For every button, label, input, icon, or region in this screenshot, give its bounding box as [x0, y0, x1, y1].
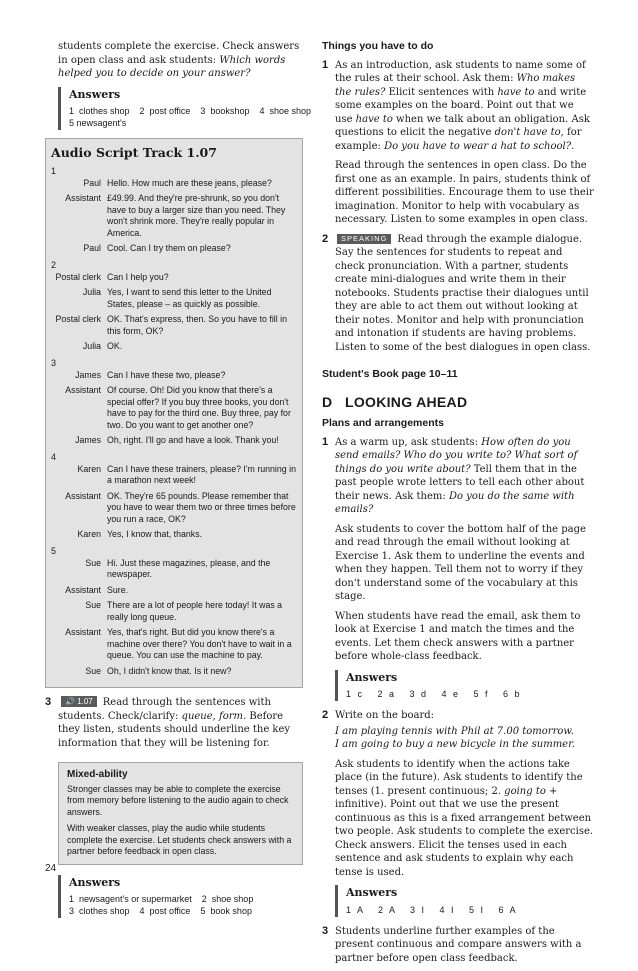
speaker-line: Yes, that's right. But did you know there's a machine over there? You don't have to wait in a queue. You can use the machine to pay. [107, 627, 292, 660]
text: Ask students to identify when the actions take place (in the future). Ask students to identify the tenses (1. present continuous; 2. [335, 758, 583, 797]
track-number: 1 [51, 165, 57, 176]
speaker-line: OK. That's express, then. So you have to fill in this form, OK? [107, 314, 287, 336]
italic-text: have to [497, 86, 535, 98]
script-line [51, 178, 297, 190]
mixed-ability-paragraph: Stronger classes may be able to complete the exercise from memory before listening to the audio again to check answers. [67, 783, 289, 817]
intro-italic: Which words helped you to decide on your answer? [58, 54, 286, 79]
speaker-name: Paul [83, 177, 101, 188]
speaker-name: Sue [85, 557, 101, 568]
speaker-line: Oh, I didn't know that. Is it new? [107, 665, 232, 676]
speaker-name: Postal clerk [55, 314, 101, 324]
script-line [51, 287, 297, 310]
answers-heading: Answers [346, 886, 398, 899]
text: when we talk about an obligation. Ask questions to elicit the negative [335, 113, 590, 138]
track-number: 4 [51, 451, 57, 462]
audio-track-label: 1.07 [77, 697, 93, 706]
exercise-item-2 [322, 233, 594, 355]
ex3-text: . Before they listen, students should underline the key information that they will be listening for. [58, 710, 291, 749]
speaker-name: Karen [77, 463, 101, 474]
section-title: D LOOKING AHEAD [322, 393, 468, 410]
speaker-name: James [75, 369, 101, 380]
text: As an introduction, ask students to name some of the rules at their school. Ask them: [335, 59, 586, 84]
mixed-ability-heading: Mixed-ability [67, 769, 128, 780]
italic-text: Do you have to wear a hat to school? [384, 140, 572, 152]
answers-box-3 [335, 670, 594, 702]
italic-text: have to [355, 113, 393, 125]
script-line [51, 600, 297, 623]
ex3-sep: , [212, 710, 220, 722]
text: Read through the example dialogue. Say the sentences for students to repeat and check pronunciation. With a partner, students create mini-dialogues and write them in their notebooks. Students practise their dialogues until they are able to act them out without looking at their notes. Monitor and help with pronunciation and intonation if students are having problems. Listen to some of the best dialogues in open class. [335, 233, 591, 353]
paragraph: Read through the sentences in open class. Do the first one as an example. In pairs, students think of different possibilities. Encourage them to use their imagination. Monitor to help with vocabulary as necessary. Listen to some examples in open class. [335, 160, 594, 225]
text: Tell them that in the past people wrote letters to tell each other about their news. Ask them: [335, 463, 585, 502]
speaker-name: Assistant [65, 584, 101, 595]
paragraph [335, 233, 594, 355]
script-line [51, 385, 297, 431]
speaker-line: Can I have these trainers, please? I'm running in a marathon next week! [107, 463, 296, 485]
speaker-line: Yes, I want to send this letter to the United States, please – as quickly as possible. [107, 287, 272, 309]
speaker-line: There are a lot of people here today! It was a really long queue. [107, 600, 283, 622]
mixed-ability-paragraph: With weaker classes, play the audio while students complete the exercise. Let students check answers with a partner before feedback in open class. [67, 823, 292, 856]
left-column [45, 40, 311, 926]
speaker-line: Hi. Just these magazines, please, and the newspaper. [107, 557, 271, 579]
exercise-item-5 [322, 925, 594, 966]
answers-line: 5 newsagent's [69, 118, 127, 128]
script-line [51, 558, 297, 581]
board-sentence: I am playing tennis with Phil at 7.00 tomorrow. [335, 725, 574, 737]
script-line [51, 491, 297, 526]
ex3-italic: queue [181, 710, 213, 722]
speaker-line: Of course. Oh! Did you know that there's a special offer? If you buy three books, you don't have to pay for the third one. Buy three, pay for two. Do you want to get another one? [107, 385, 291, 430]
board-sentence: I am going to buy a new bicycle in the summer. [335, 739, 575, 750]
page-number: 24 [45, 863, 57, 874]
speaker-name: Sue [85, 600, 101, 610]
paragraph: Ask students to cover the bottom half of the page and read through the email without looking at Exercise 1. Ask them to underline the events and when they happen. Tell them not to worry if they don't understand some of the vocabulary at this stage. [335, 523, 586, 602]
paragraph [335, 59, 594, 154]
ex3-italic: form [219, 710, 244, 722]
speaker-line: Hello. How much are these jeans, please? [107, 177, 272, 188]
exercise-item-3 [322, 436, 594, 664]
speaker-line: Can I have these two, please? [107, 369, 226, 380]
speaker-line: Sure. [107, 584, 129, 595]
italic-text: going to [504, 785, 546, 797]
audio-track-icon[interactable]: 🔊 1.07 [61, 696, 97, 707]
paragraph [335, 758, 594, 880]
answers-box-2 [58, 875, 303, 919]
exercise-3 [45, 696, 303, 750]
exercise-number: 2 [322, 709, 329, 721]
speaker-line: OK. [107, 341, 123, 351]
speaker-name: Julia [82, 341, 101, 351]
italic-text: Who makes the rules? [335, 73, 576, 98]
things-heading: Things you have to do [322, 40, 434, 52]
paragraph [335, 436, 594, 517]
exercise-item-1 [322, 59, 594, 227]
audio-script-box [45, 138, 303, 688]
answers-heading: Answers [69, 875, 121, 889]
right-column [322, 40, 594, 971]
paragraph: When students have read the email, ask them to look at Exercise 1 and match the times and the events. Let them check answers with a partner before whole-class feedback. [335, 610, 581, 662]
track-number: 5 [51, 545, 57, 556]
speaker-line: Oh, right. I'll go and have a look. Thank you! [107, 435, 279, 445]
italic-text: How often do you send emails? Who do you write to? What sort of things do you write about? [335, 436, 578, 475]
answers-line: 1 A 2 A 3 I 4 I 5 I 6 A [346, 904, 518, 915]
answers-line: 3 clothes shop 4 post office 5 book shop [69, 906, 252, 916]
script-line [51, 627, 297, 662]
speaker-line: OK. They're 65 pounds. Please remember that you have to wear them two or three times before you run a race, OK? [107, 490, 296, 524]
exercise-number: 1 [322, 58, 329, 71]
script-line [51, 435, 297, 447]
speaker-line: Yes, I know that, thanks. [107, 529, 203, 539]
script-line [51, 370, 297, 382]
text: As a warm up, ask students: [335, 436, 482, 448]
exercise-number: 3 [322, 924, 329, 937]
speaker-name: Assistant [65, 193, 101, 203]
speaker-line: Cool. Can I try them on please? [107, 243, 231, 253]
ex3-text: Read through the sentences with students. Check/clarify: [58, 697, 271, 722]
speaker-name: James [75, 435, 101, 445]
text: and write some examples on the board. Point out that we use [335, 86, 587, 125]
exercise-number: 2 [322, 232, 329, 245]
audio-script-tracks [51, 165, 297, 678]
students-book-reference: Student's Book page 10–11 [322, 368, 458, 380]
speaker-name: Assistant [65, 490, 101, 501]
speaking-badge: SPEAKING [337, 234, 391, 244]
italic-text: don't have to [494, 127, 561, 138]
speaker-name: Sue [85, 665, 101, 676]
script-line [51, 314, 297, 337]
script-line [51, 666, 297, 678]
plans-heading: Plans and arrangements [322, 417, 444, 429]
track-number: 2 [51, 259, 57, 270]
script-line [51, 193, 297, 239]
text: , for example: [335, 127, 582, 152]
speaker-line: Can I help you? [107, 271, 169, 282]
script-line [51, 341, 297, 353]
script-line [51, 529, 297, 541]
text: . [571, 140, 575, 152]
audio-script-title: Audio Script Track 1.07 [51, 145, 217, 160]
track-number: 3 [51, 357, 57, 368]
paragraph: Write on the board: [335, 710, 435, 721]
intro-text: students complete the exercise. Check answers in open class and ask students: [58, 41, 300, 66]
speaker-name: Postal clerk [55, 271, 101, 282]
script-line [51, 585, 297, 597]
script-line [51, 464, 297, 487]
speaker-name: Karen [77, 529, 101, 539]
speaker-name: Assistant [65, 385, 101, 395]
speaker-name: Julia [82, 287, 101, 297]
script-line [51, 272, 297, 284]
mixed-ability-box [58, 762, 303, 865]
answers-line: 1 clothes shop 2 post office 3 bookshop 4 shoe shop [69, 106, 311, 116]
answers-heading: Answers [69, 87, 121, 101]
italic-text: Do you do the same with emails? [335, 490, 575, 515]
text: Elicit sentences with [385, 86, 498, 98]
script-line [51, 243, 297, 255]
exercise-number: 1 [322, 435, 329, 448]
paragraph: Students underline further examples of the present continuous and compare answers with a partner before open class feedback. [335, 925, 582, 964]
exercise-item-4 [322, 709, 594, 879]
speaker-line: £49.99. And they're pre-shrunk, so you don't have to buy a larger size than you need. They won't shrink more. They're really popular in America. [107, 193, 286, 238]
answers-line: 1 c 2 a 3 d 4 e 5 f 6 b [346, 689, 522, 699]
speaker-name: Paul [83, 243, 101, 253]
speaker-name: Assistant [65, 627, 101, 637]
answers-line: 1 newsagent's or supermarket 2 shoe shop [69, 894, 254, 904]
answers-heading: Answers [346, 670, 398, 684]
answers-box-4 [335, 885, 594, 917]
intro-paragraph [45, 40, 303, 81]
text: + infinitive). Point out that we use the present continuous as this is a fixed arrangement between two people. Ask students to complete the exercise. Check answers. Elicit the tenses used in each sentence and ask students to explain why each tense is used. [335, 785, 594, 878]
exercise-number: 3 [45, 696, 52, 708]
answers-box-1 [58, 87, 311, 131]
